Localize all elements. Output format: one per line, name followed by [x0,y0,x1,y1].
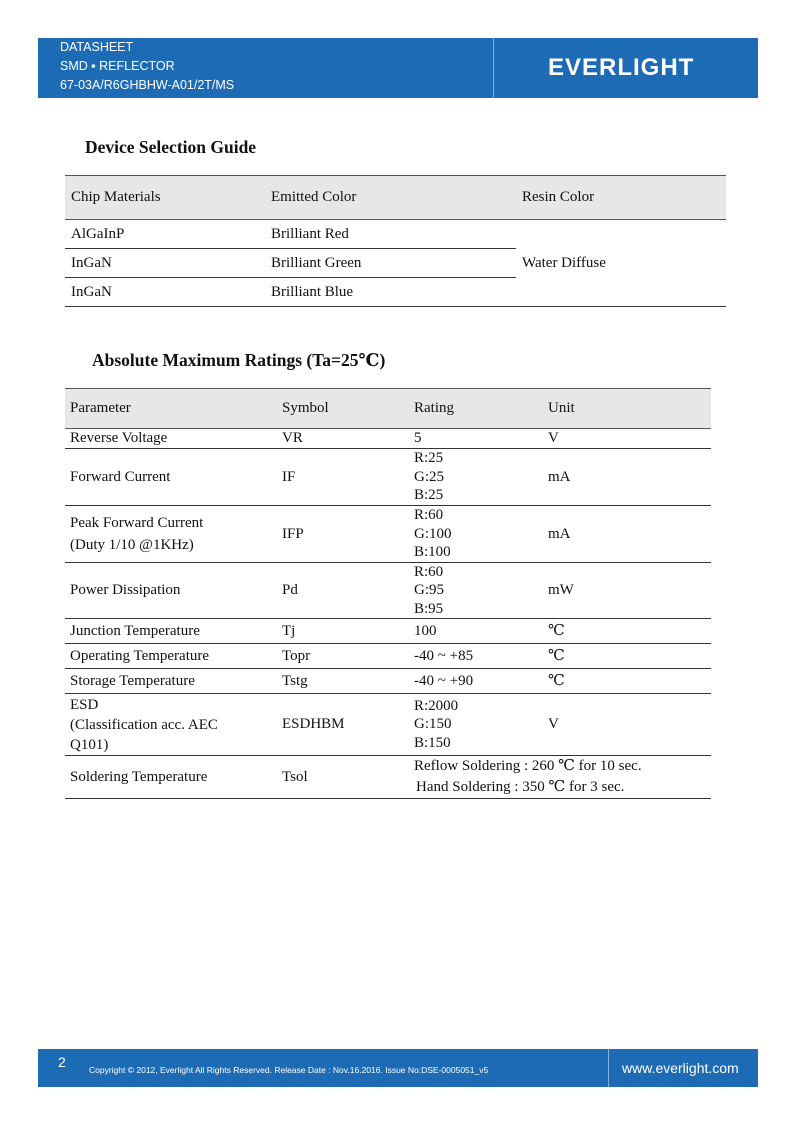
col-chip-materials: Chip Materials [65,176,265,220]
product-category: SMD ▪ REFLECTOR [60,59,175,73]
param-cell [65,694,276,756]
rating-cell: 100 [408,619,542,644]
header-divider [493,38,494,98]
selection-title: Device Selection Guide [85,137,257,157]
symbol-cell: IF [276,449,408,506]
rating-cell [408,449,542,506]
color-cell: Brilliant Green [265,249,516,278]
hand-soldering-text: Hand Soldering : 350 ℃ for 3 sec. [416,779,625,795]
symbol-cell: ESDHBM [276,694,408,756]
rating-line: G:95 [414,582,444,598]
rating-cell [408,506,542,563]
col-symbol: Symbol [276,389,408,429]
chip-cell: AlGaInP [65,220,265,249]
param-cell: Power Dissipation [65,562,276,619]
rating-line: R:60 [414,507,444,523]
rating-cell: -40 ~ +85 [408,644,542,669]
table-row [65,619,711,644]
unit-cell: V [542,429,711,449]
col-emitted-color: Emitted Color [265,176,516,220]
rating-line: R:60 [414,563,444,580]
unit-cell: ℃ [542,669,711,694]
page-number: 2 [58,1054,66,1070]
symbol-cell: VR [276,429,408,449]
chip-cell: InGaN [65,249,265,278]
param-cell: Soldering Temperature [65,756,276,799]
rating-line: B:95 [414,600,444,617]
symbol-cell: Topr [276,644,408,669]
col-resin-color: Resin Color [516,176,726,220]
ratings-title: Absolute Maximum Ratings (Ta=25℃) [92,350,386,370]
symbol-cell: IFP [276,506,408,563]
table-row [65,562,711,619]
ratings-header-row [65,389,711,429]
footer-divider [608,1049,609,1087]
resin-cell: Water Diffuse [516,220,726,307]
rating-cell [408,694,542,756]
reflow-soldering-text: Reflow Soldering : 260 ℃ for 10 sec. [414,758,642,774]
param-line: Peak Forward Current [70,514,204,531]
col-rating: Rating [408,389,542,429]
selection-table [65,175,726,307]
table-row [65,449,711,506]
table-row [65,220,726,249]
param-line: (Duty 1/10 @1KHz) [70,536,194,553]
unit-cell: mA [542,449,711,506]
param-line: ESD [70,696,99,713]
col-unit: Unit [542,389,711,429]
unit-cell: mA [542,506,711,563]
rating-cell: -40 ~ +90 [408,669,542,694]
part-number: 67-03A/R6GHBHW-A01/2T/MS [60,78,235,92]
param-cell: Operating Temperature [65,644,276,669]
color-cell: Brilliant Red [265,220,516,249]
chip-cell: InGaN [65,278,265,307]
copyright-text: Copyright © 2012, Everlight All Rights Reserved. Release Date : Nov.16.2016. Issue No:DSE-0005051_v5 [89,1065,489,1075]
rating-line: R:2000 [414,697,459,714]
col-parameter: Parameter [65,389,276,429]
website-link[interactable]: www.everlight.com [622,1060,739,1076]
rating-cell [408,562,542,619]
param-line: Q101) [70,736,109,753]
symbol-cell: Tj [276,619,408,644]
header-info [38,38,493,98]
ratings-table [65,388,711,799]
page-footer [38,1049,758,1087]
rating-line: B:25 [414,487,444,504]
table-row [65,669,711,694]
table-row [65,644,711,669]
rating-line: G:100 [414,525,452,542]
everlight-logo: EVERLIGHT [548,54,695,81]
page-header [38,38,758,98]
rating-line: B:100 [414,544,451,560]
param-cell [65,506,276,563]
unit-cell: ℃ [542,619,711,644]
param-cell: Storage Temperature [65,669,276,694]
symbol-cell: Pd [276,562,408,619]
rating-line: R:25 [414,450,444,467]
table-row [65,694,711,756]
rating-line: B:150 [414,734,451,751]
unit-cell: V [542,694,711,756]
param-cell: Reverse Voltage [65,429,276,449]
table-row [65,429,711,449]
param-cell: Junction Temperature [65,619,276,644]
color-cell: Brilliant Blue [265,278,516,307]
param-cell: Forward Current [65,449,276,506]
rating-cell: 5 [408,429,542,449]
param-line: (Classification acc. AEC [70,716,218,733]
unit-cell: mW [542,562,711,619]
doc-type: DATASHEET [60,40,134,54]
symbol-cell: Tsol [276,756,408,799]
rating-line: G:150 [414,716,452,733]
selection-header-row [65,176,726,220]
table-row [65,506,711,563]
symbol-cell: Tstg [276,669,408,694]
table-row [65,756,711,799]
soldering-rating-cell [408,756,711,799]
unit-cell: ℃ [542,644,711,669]
rating-line: G:25 [414,468,444,485]
